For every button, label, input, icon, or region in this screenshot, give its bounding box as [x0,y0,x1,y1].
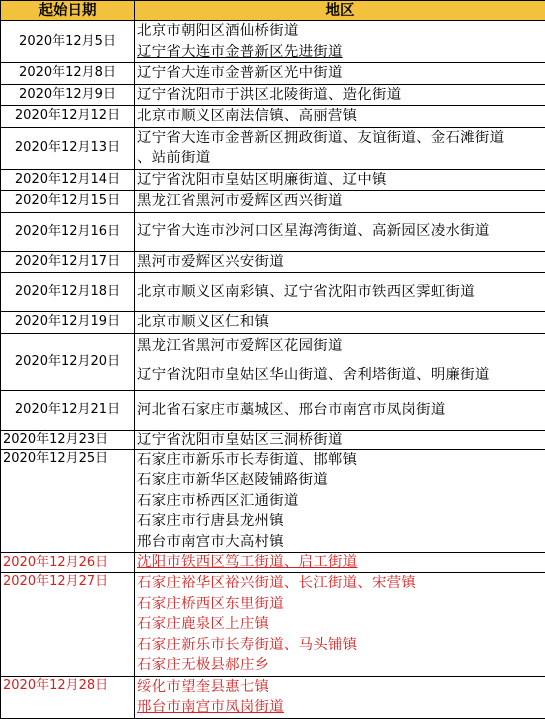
area-cell [135,573,545,677]
area-line: 、站前街道 [137,148,545,169]
date-cell: 2020年12月27日 [1,573,135,677]
date-cell: 2020年12月17日 [1,251,135,273]
date-cell: 2020年12月14日 [1,169,135,191]
area-cell [135,312,545,334]
table-row [1,63,545,85]
header-row [1,1,545,21]
date-cell: 2020年12月8日 [1,63,135,85]
area-line: 石家庄新乐市长寿街道、马头铺镇 [137,635,545,656]
area-cell [135,449,545,553]
area-cell [135,251,545,273]
date-cell: 2020年12月16日 [1,212,135,251]
area-line: 石家庄市新华区赵陵铺路街道 [137,470,545,491]
table-row [1,21,545,63]
table-row [1,449,545,553]
area-line: 黑龙江省黑河市爱辉区花园街道 [137,334,545,361]
table-row [1,553,545,573]
area-line: 石家庄市桥西区汇通街道 [137,491,545,512]
area-cell [135,430,545,449]
table-row [1,251,545,273]
table-row [1,390,545,430]
area-line: 沈阳市铁西区笃工街道、启工街道 [137,553,545,572]
area-line: 石家庄无极县郝庄乡 [137,655,545,676]
table-row [1,212,545,251]
area-column-header: 地区 [135,1,545,21]
table-row [1,106,545,128]
area-line: 北京市顺义区南法信镇、高丽营镇 [137,106,545,127]
area-line: 辽宁省沈阳市皇姑区华山街道、舍利塔街道、明廉街道 [137,361,545,389]
table-row [1,676,545,718]
date-cell: 2020年12月26日 [1,553,135,573]
area-line: 河北省石家庄市藁城区、邢台市南宫市凤岗街道 [137,400,545,421]
date-cell: 2020年12月12日 [1,106,135,128]
date-cell: 2020年12月21日 [1,390,135,430]
area-line: 石家庄鹿泉区上庄镇 [137,614,545,635]
area-cell [135,169,545,191]
area-cell [135,390,545,430]
area-cell [135,333,545,390]
area-line: 北京市朝阳区酒仙桥街道 [137,21,545,42]
date-cell: 2020年12月23日 [1,430,135,449]
area-line: 辽宁省沈阳市皇姑区三洞桥街道 [137,431,545,449]
date-cell: 2020年12月5日 [1,21,135,63]
area-cell [135,191,545,213]
area-cell [135,676,545,718]
date-cell: 2020年12月25日 [1,449,135,553]
date-cell: 2020年12月18日 [1,273,135,312]
area-line: 石家庄市新乐市长寿街道、邯郸镇 [137,450,545,471]
area-line: 辽宁省沈阳市于洪区北陵街道、造化街道 [137,85,545,106]
area-line: 绥化市望奎县惠七镇 [137,677,545,698]
area-line: 石家庄市行唐县龙州镇 [137,511,545,532]
date-column-header: 起始日期 [1,1,135,21]
date-cell: 2020年12月15日 [1,191,135,213]
area-line: 北京市顺义区南彩镇、辽宁省沈阳市铁西区霁虹街道 [137,282,545,303]
area-line: 北京市顺义区仁和镇 [137,312,545,333]
table-row [1,333,545,390]
area-cell [135,273,545,312]
area-line: 石家庄桥西区东里街道 [137,594,545,615]
area-cell [135,84,545,106]
area-line: 辽宁省大连市金普新区光中街道 [137,63,545,84]
date-cell: 2020年12月20日 [1,333,135,390]
date-cell: 2020年12月19日 [1,312,135,334]
table-row [1,430,545,449]
area-line: 辽宁省大连市金普新区先进街道 [137,42,545,63]
table-row [1,312,545,334]
area-line: 邢台市南宫市大高村镇 [137,532,545,553]
area-cell [135,553,545,573]
area-cell [135,63,545,85]
table-row [1,127,545,169]
area-line: 辽宁省大连市沙河口区星海湾街道、高新园区凌水街道 [137,221,545,242]
area-cell [135,106,545,128]
area-line: 辽宁省大连市金普新区拥政街道、友谊街道、金石滩街道 [137,128,545,149]
area-line: 辽宁省沈阳市皇姑区明廉街道、辽中镇 [137,170,545,191]
area-line: 黑河市爱辉区兴安街道 [137,252,545,273]
table-row [1,273,545,312]
table-row [1,573,545,677]
date-cell: 2020年12月28日 [1,676,135,718]
date-cell: 2020年12月9日 [1,84,135,106]
area-cell [135,212,545,251]
date-cell: 2020年12月13日 [1,127,135,169]
area-line: 邢台市南宫市凤岗街道 [137,697,545,718]
table-row [1,169,545,191]
area-line: 黑龙江省黑河市爱辉区西兴街道 [137,191,545,212]
area-cell [135,127,545,169]
table-row [1,191,545,213]
area-line: 石家庄裕华区裕兴街道、长江街道、宋营镇 [137,573,545,594]
area-cell [135,21,545,63]
table-row [1,84,545,106]
